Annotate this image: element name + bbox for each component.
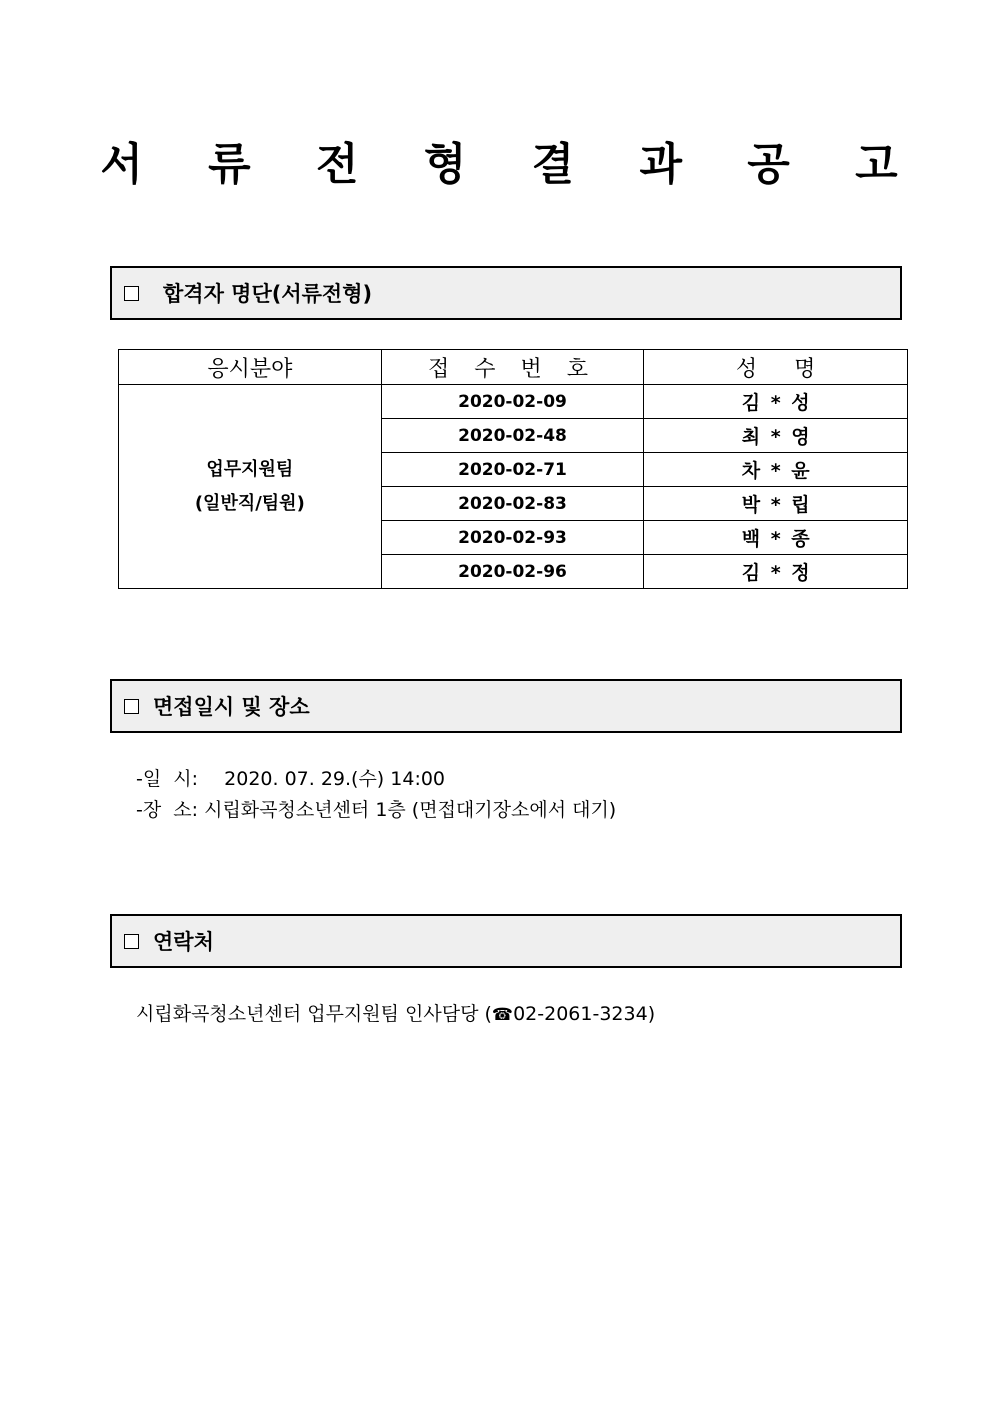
field-line-1: 업무지원팀 (206, 458, 294, 480)
name-cell: 백 * 종 (644, 521, 908, 555)
contact-text: 시립화곡청소년센터 업무지원팀 인사담당 ( (136, 1003, 492, 1025)
table-row (119, 385, 908, 419)
receipt-cell: 2020-02-96 (381, 555, 644, 589)
section-header-interview (110, 679, 902, 733)
section-header-contact (110, 914, 902, 968)
interview-date-line (136, 764, 445, 791)
place-value: 시립화곡청소년센터 1층 (면접대기장소에서 대기) (204, 799, 617, 821)
table-header-row (119, 350, 908, 385)
interview-place-line (136, 795, 616, 822)
name-cell: 박 * 립 (644, 487, 908, 521)
phone-icon: ☎ (491, 1005, 514, 1025)
field-cell (119, 385, 382, 589)
contact-phone: 02-2061-3234) (513, 1003, 656, 1025)
place-label: -장 소: (136, 799, 199, 821)
name-cell: 최 * 영 (644, 419, 908, 453)
header-receipt: 접 수 번 호 (381, 350, 644, 385)
receipt-cell: 2020-02-93 (381, 521, 644, 555)
header-name: 성 명 (644, 350, 908, 385)
name-cell: 김 * 성 (644, 385, 908, 419)
name-cell: 차 * 윤 (644, 453, 908, 487)
checkbox-square-icon (124, 699, 139, 714)
field-line-2: (일반직/팀원) (194, 492, 305, 514)
section-title: 연락처 (153, 930, 214, 954)
header-field: 응시분야 (119, 350, 382, 385)
receipt-cell: 2020-02-48 (381, 419, 644, 453)
receipt-cell: 2020-02-83 (381, 487, 644, 521)
section-title: 면접일시 및 장소 (153, 695, 310, 719)
checkbox-square-icon (124, 934, 139, 949)
receipt-cell: 2020-02-09 (381, 385, 644, 419)
section-title: 합격자 명단(서류전형) (163, 282, 373, 306)
section-header-passers (110, 266, 902, 320)
receipt-cell: 2020-02-71 (381, 453, 644, 487)
passers-table (118, 349, 908, 589)
checkbox-square-icon (124, 286, 139, 301)
page-title: 서 류 전 형 결 과 공 고 (100, 139, 916, 190)
name-cell: 김 * 정 (644, 555, 908, 589)
date-label: -일 시: (136, 768, 199, 790)
contact-line (136, 999, 655, 1026)
date-value: 2020. 07. 29.(수) 14:00 (224, 768, 446, 790)
